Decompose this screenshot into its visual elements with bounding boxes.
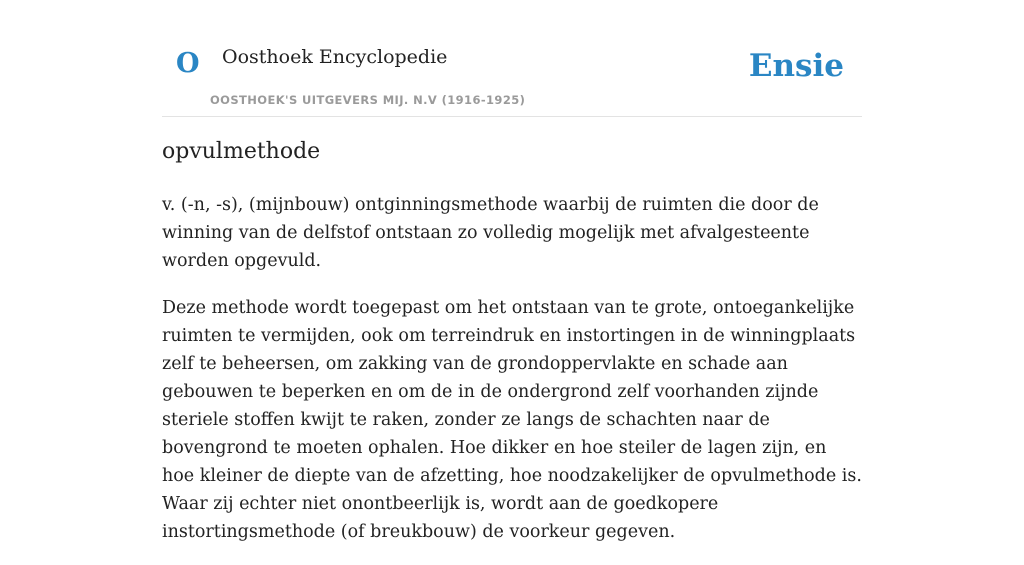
- site-header: [162, 0, 862, 117]
- logo-icon[interactable]: O: [176, 48, 200, 79]
- entry-paragraph: v. (-n, -s), (mijnbouw) ontginningsmethode waarbij de ruimten die door de winning van de delfstof ontstaan zo volledig mogelijk met afvalgesteente worden opgevuld.: [162, 194, 819, 271]
- brand-logo[interactable]: Ensie: [748, 48, 844, 84]
- entry-paragraph: Deze methode wordt toegepast om het ontstaan van te grote, ontoegankelijke ruimten te vermijden, ook om terreindruk en instortingen in de winningplaats zelf te beheersen, om zakking van de grondoppervlakte en schade aan gebouwen te beperken en om de in de ondergrond zelf voorhanden zijnde steriele stoffen kwijt te raken, zonder ze langs de schachten naar de bovengrond te moeten ophalen. Hoe dikker en hoe steiler de lagen zijn, en hoe kleiner de diepte van de afzetting, hoe noodzakelijker de opvulmethode is. Waar zij echter niet onontbeerlijk is, wordt aan de goedkopere instortingsmethode (of breukbouw) de voorkeur gegeven.: [162, 297, 862, 542]
- book-title[interactable]: Oosthoek Encyclopedie: [222, 46, 448, 68]
- entry-title: opvulmethode: [162, 139, 321, 164]
- publisher-label: OOSTHOEK'S UITGEVERS MIJ. N.V (1916-1925): [210, 93, 526, 107]
- entry-content: [162, 138, 862, 565]
